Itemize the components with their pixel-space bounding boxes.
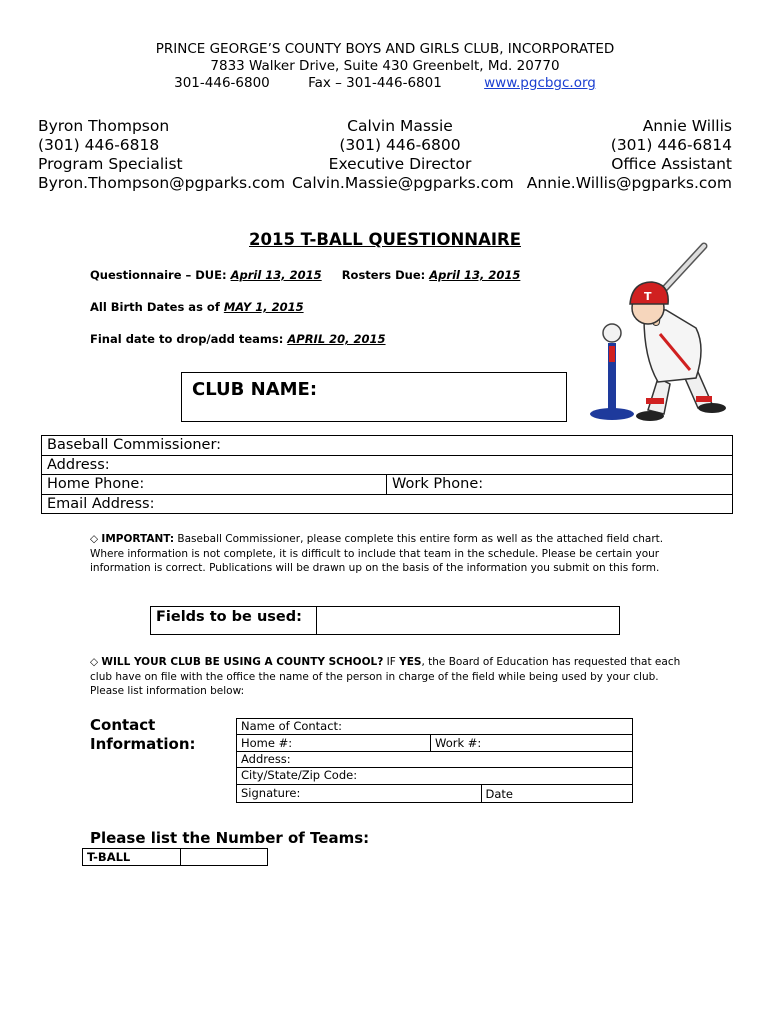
drop-add-date: APRIL 20, 2015 (287, 332, 386, 346)
address-label: Address: (47, 456, 110, 473)
staff-name: Annie Willis (642, 117, 732, 135)
staff-phone: (301) 446-6818 (38, 136, 160, 154)
org-address: 7833 Walker Drive, Suite 430 Greenbelt, Md. 20770 (210, 58, 560, 74)
home-phone-field[interactable] (42, 475, 387, 495)
staff-email: Byron.Thompson@pgparks.com (38, 174, 286, 192)
contact-address-field[interactable] (237, 751, 633, 767)
county-school-label: WILL YOUR CLUB BE USING A COUNTY SCHOOL? (101, 656, 384, 668)
commissioner-label: Baseball Commissioner: (47, 437, 222, 454)
questionnaire-due-date: April 13, 2015 (230, 268, 322, 282)
teams-table (82, 848, 268, 866)
contact-work-field[interactable] (431, 735, 633, 751)
contact-label-line2: Information: (90, 735, 196, 753)
club-name-label: CLUB NAME: (192, 379, 318, 400)
tball-count-field[interactable] (181, 849, 268, 866)
fields-table (150, 606, 620, 635)
contact-information-label (90, 716, 196, 754)
fields-label: Fields to be used: (151, 607, 317, 635)
work-phone-field[interactable] (387, 475, 733, 495)
signature-row (237, 784, 633, 802)
contact-address-label: Address: (241, 751, 291, 766)
contact-city-label: City/State/Zip Code: (241, 768, 358, 783)
important-note (90, 532, 690, 576)
signature-label: Signature: (241, 785, 301, 800)
rosters-due-date: April 13, 2015 (429, 268, 521, 282)
important-label: IMPORTANT: (101, 533, 175, 545)
teams-heading: Please list the Number of Teams: (90, 829, 370, 847)
contact-label-line1: Contact (90, 716, 156, 734)
contact-work-label: Work #: (435, 735, 482, 750)
commissioner-field[interactable] (42, 436, 733, 456)
staff-title: Program Specialist (38, 155, 183, 173)
staff-phone: (301) 446-6814 (610, 136, 732, 154)
org-website-link[interactable]: www.pgcbgc.org (484, 75, 596, 91)
org-contact-line (0, 75, 770, 92)
birth-dates-date: MAY 1, 2015 (223, 300, 304, 314)
work-phone-label: Work Phone: (392, 476, 484, 493)
page-title: 2015 T-BALL QUESTIONNAIRE (249, 230, 521, 249)
svg-text:T: T (644, 290, 652, 303)
club-name-field[interactable] (181, 372, 567, 422)
staff-title: Office Assistant (611, 155, 732, 173)
contact-city-field[interactable] (237, 768, 633, 784)
date-label: Date (485, 786, 513, 801)
contact-info-table (236, 718, 633, 803)
org-phone: 301-446-6800 (174, 75, 270, 91)
questionnaire-due-label: Questionnaire – DUE: (90, 268, 227, 282)
staff-phone: (301) 446-6800 (339, 136, 461, 154)
staff-name: Byron Thompson (38, 117, 170, 135)
tball-label: T-BALL (83, 849, 181, 866)
org-fax: Fax – 301-446-6801 (308, 75, 442, 91)
staff-title: Executive Director (328, 155, 472, 173)
diamond-bullet-icon: ◇ (90, 656, 99, 668)
email-address-field[interactable] (42, 494, 733, 514)
date-field[interactable] (481, 785, 632, 802)
drop-add-label: Final date to drop/add teams: (90, 332, 284, 346)
email-address-label: Email Address: (47, 495, 155, 512)
rosters-due-label: Rosters Due: (341, 268, 426, 282)
contact-name-field[interactable] (237, 719, 633, 735)
org-name: PRINCE GEORGE’S COUNTY BOYS AND GIRLS CLUB, INCORPORATED (155, 41, 615, 57)
staff-annie-willis (527, 117, 732, 193)
staff-calvin-massie (292, 117, 514, 193)
birth-dates-line (90, 300, 304, 314)
home-phone-label: Home Phone: (47, 476, 145, 493)
contact-home-field[interactable] (237, 735, 431, 751)
birth-dates-label: All Birth Dates as of (90, 300, 220, 314)
contact-home-label: Home #: (241, 735, 293, 750)
drop-add-line (90, 332, 386, 346)
contact-name-label: Name of Contact: (241, 719, 342, 734)
staff-byron-thompson (38, 117, 285, 193)
commissioner-info-table (41, 435, 733, 514)
staff-email: Annie.Willis@pgparks.com (526, 174, 732, 192)
county-school-text: , the Board of Education has requested that each club have on file with the office the name of the person in charge of the field while being used by your club. Please list information below: (90, 656, 681, 697)
county-school-if: IF (386, 656, 396, 668)
diamond-bullet-icon: ◇ (90, 533, 99, 545)
due-dates-line (90, 268, 520, 282)
county-school-yes: YES (399, 656, 422, 668)
org-header (0, 41, 770, 92)
fields-input[interactable] (317, 607, 620, 635)
signature-field[interactable] (237, 785, 481, 802)
staff-name: Calvin Massie (347, 117, 453, 135)
address-field[interactable] (42, 455, 733, 475)
important-text: Baseball Commissioner, please complete this entire form as well as the attached field chart. Where information is not complete, it is difficult to include that team in the schedule. Please be certain your information is correct. Publications will be drawn up on the basis of the information you submit on this form. (90, 533, 664, 574)
tball-player-illustration (586, 238, 746, 428)
staff-email: Calvin.Massie@pgparks.com (292, 174, 514, 192)
county-school-note (90, 655, 690, 699)
